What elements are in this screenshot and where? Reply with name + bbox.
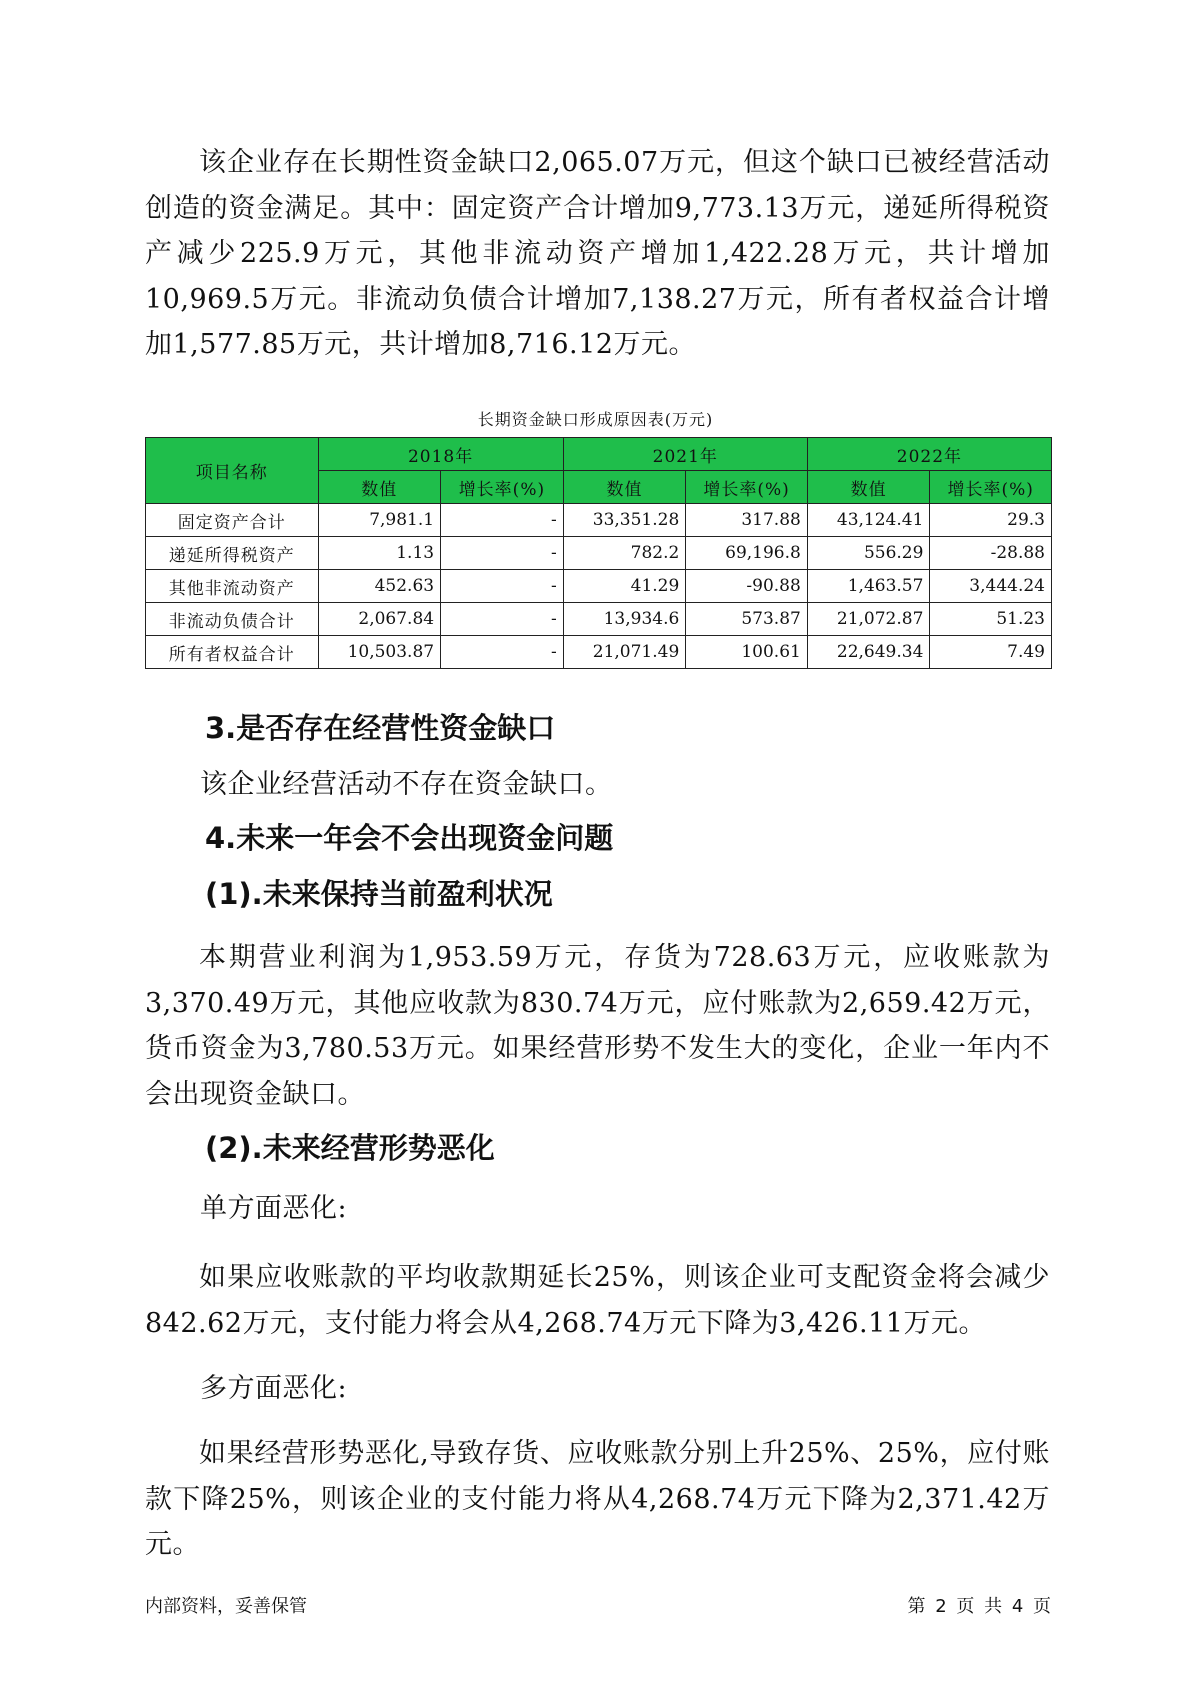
intro-paragraph: 该企业存在长期性资金缺口2,065.07万元，但这个缺口已被经营活动创造的资金满足。其中：固定资产合计增加9,773.13万元，递延所得税资产减少225.9万元，其他非流动资产增加1,422.28万元，共计增加10,969.5万元。非流动负债合计增加7,138.27万元，所有者权益合计增加1,577.85万元，共计增加8,716.12万元。 [145,147,1050,360]
table-cell: - [441,603,564,636]
long-term-gap-table [145,437,1052,669]
subsection1-heading: (1).未来保持当前盈利状况 [205,877,553,911]
row-label: 固定资产合计 [146,504,319,537]
section3-text: 该企业经营活动不存在资金缺口。 [200,769,613,800]
table-row [146,537,1052,570]
single-deterioration-paragraph: 如果应收账款的平均收款期延长25%，则该企业可支配资金将会减少842.62万元，支付能力将会从4,268.74万元下降为3,426.11万元。 [145,1262,1050,1339]
table-header-row-years [146,438,1052,471]
table-cell: 1,463.57 [807,570,930,603]
table-cell: 556.29 [807,537,930,570]
row-label: 所有者权益合计 [146,636,319,669]
section3-heading: 3.是否存在经营性资金缺口 [205,711,556,745]
table-cell: - [441,537,564,570]
table-cell: -28.88 [930,537,1052,570]
table-cell: 7,981.1 [318,504,441,537]
table-cell: -90.88 [686,570,808,603]
row-label: 递延所得税资产 [146,537,319,570]
table-cell: 41.29 [563,570,686,603]
table-row [146,570,1052,603]
single-deterioration-label: 单方面恶化: [200,1193,348,1224]
table-cell: - [441,504,564,537]
table-cell: 2,067.84 [318,603,441,636]
table-cell: 29.3 [930,504,1052,537]
table-cell: 573.87 [686,603,808,636]
value-header: 数值 [318,471,441,504]
table-row [146,603,1052,636]
table-cell: 10,503.87 [318,636,441,669]
table-cell: 452.63 [318,570,441,603]
table-row [146,504,1052,537]
table-cell: 1.13 [318,537,441,570]
year-header: 2022年 [807,438,1051,471]
section4-heading: 4.未来一年会不会出现资金问题 [205,821,614,855]
value-header: 数值 [807,471,930,504]
growth-header: 增长率(%) [686,471,808,504]
multi-deterioration-label: 多方面恶化: [200,1373,348,1404]
year-header: 2018年 [318,438,563,471]
table-cell: 13,934.6 [563,603,686,636]
footer-page-number: 第 2 页 共 4 页 [907,1596,1051,1617]
table-cell: 100.61 [686,636,808,669]
value-header: 数值 [563,471,686,504]
table-cell: 7.49 [930,636,1052,669]
multi-deterioration-paragraph: 如果经营形势恶化,导致存货、应收账款分别上升25%、25%，应付账款下降25%，则该企业的支付能力将从4,268.74万元下降为2,371.42万元。 [145,1438,1050,1560]
table-cell: 69,196.8 [686,537,808,570]
table-caption: 长期资金缺口形成原因表(万元) [477,410,714,429]
table-cell: 33,351.28 [563,504,686,537]
footer-confidential-note: 内部资料，妥善保管 [145,1596,307,1617]
table-cell: 43,124.41 [807,504,930,537]
table-cell: 21,072.87 [807,603,930,636]
item-name-header: 项目名称 [146,438,319,504]
table-cell: 22,649.34 [807,636,930,669]
growth-header: 增长率(%) [441,471,564,504]
table-cell: 782.2 [563,537,686,570]
growth-header: 增长率(%) [930,471,1052,504]
table-cell: 3,444.24 [930,570,1052,603]
table-cell: - [441,636,564,669]
table-cell: 21,071.49 [563,636,686,669]
table-cell: 51.23 [930,603,1052,636]
year-header: 2021年 [563,438,807,471]
table-cell: 317.88 [686,504,808,537]
table-cell: - [441,570,564,603]
row-label: 非流动负债合计 [146,603,319,636]
table-row [146,636,1052,669]
subsection1-paragraph: 本期营业利润为1,953.59万元，存货为728.63万元，应收账款为3,370.49万元，其他应收款为830.74万元，应付账款为2,659.42万元，货币资金为3,780.53万元。如果经营形势不发生大的变化，企业一年内不会出现资金缺口。 [145,942,1050,1110]
row-label: 其他非流动资产 [146,570,319,603]
subsection2-heading: (2).未来经营形势恶化 [205,1131,495,1165]
